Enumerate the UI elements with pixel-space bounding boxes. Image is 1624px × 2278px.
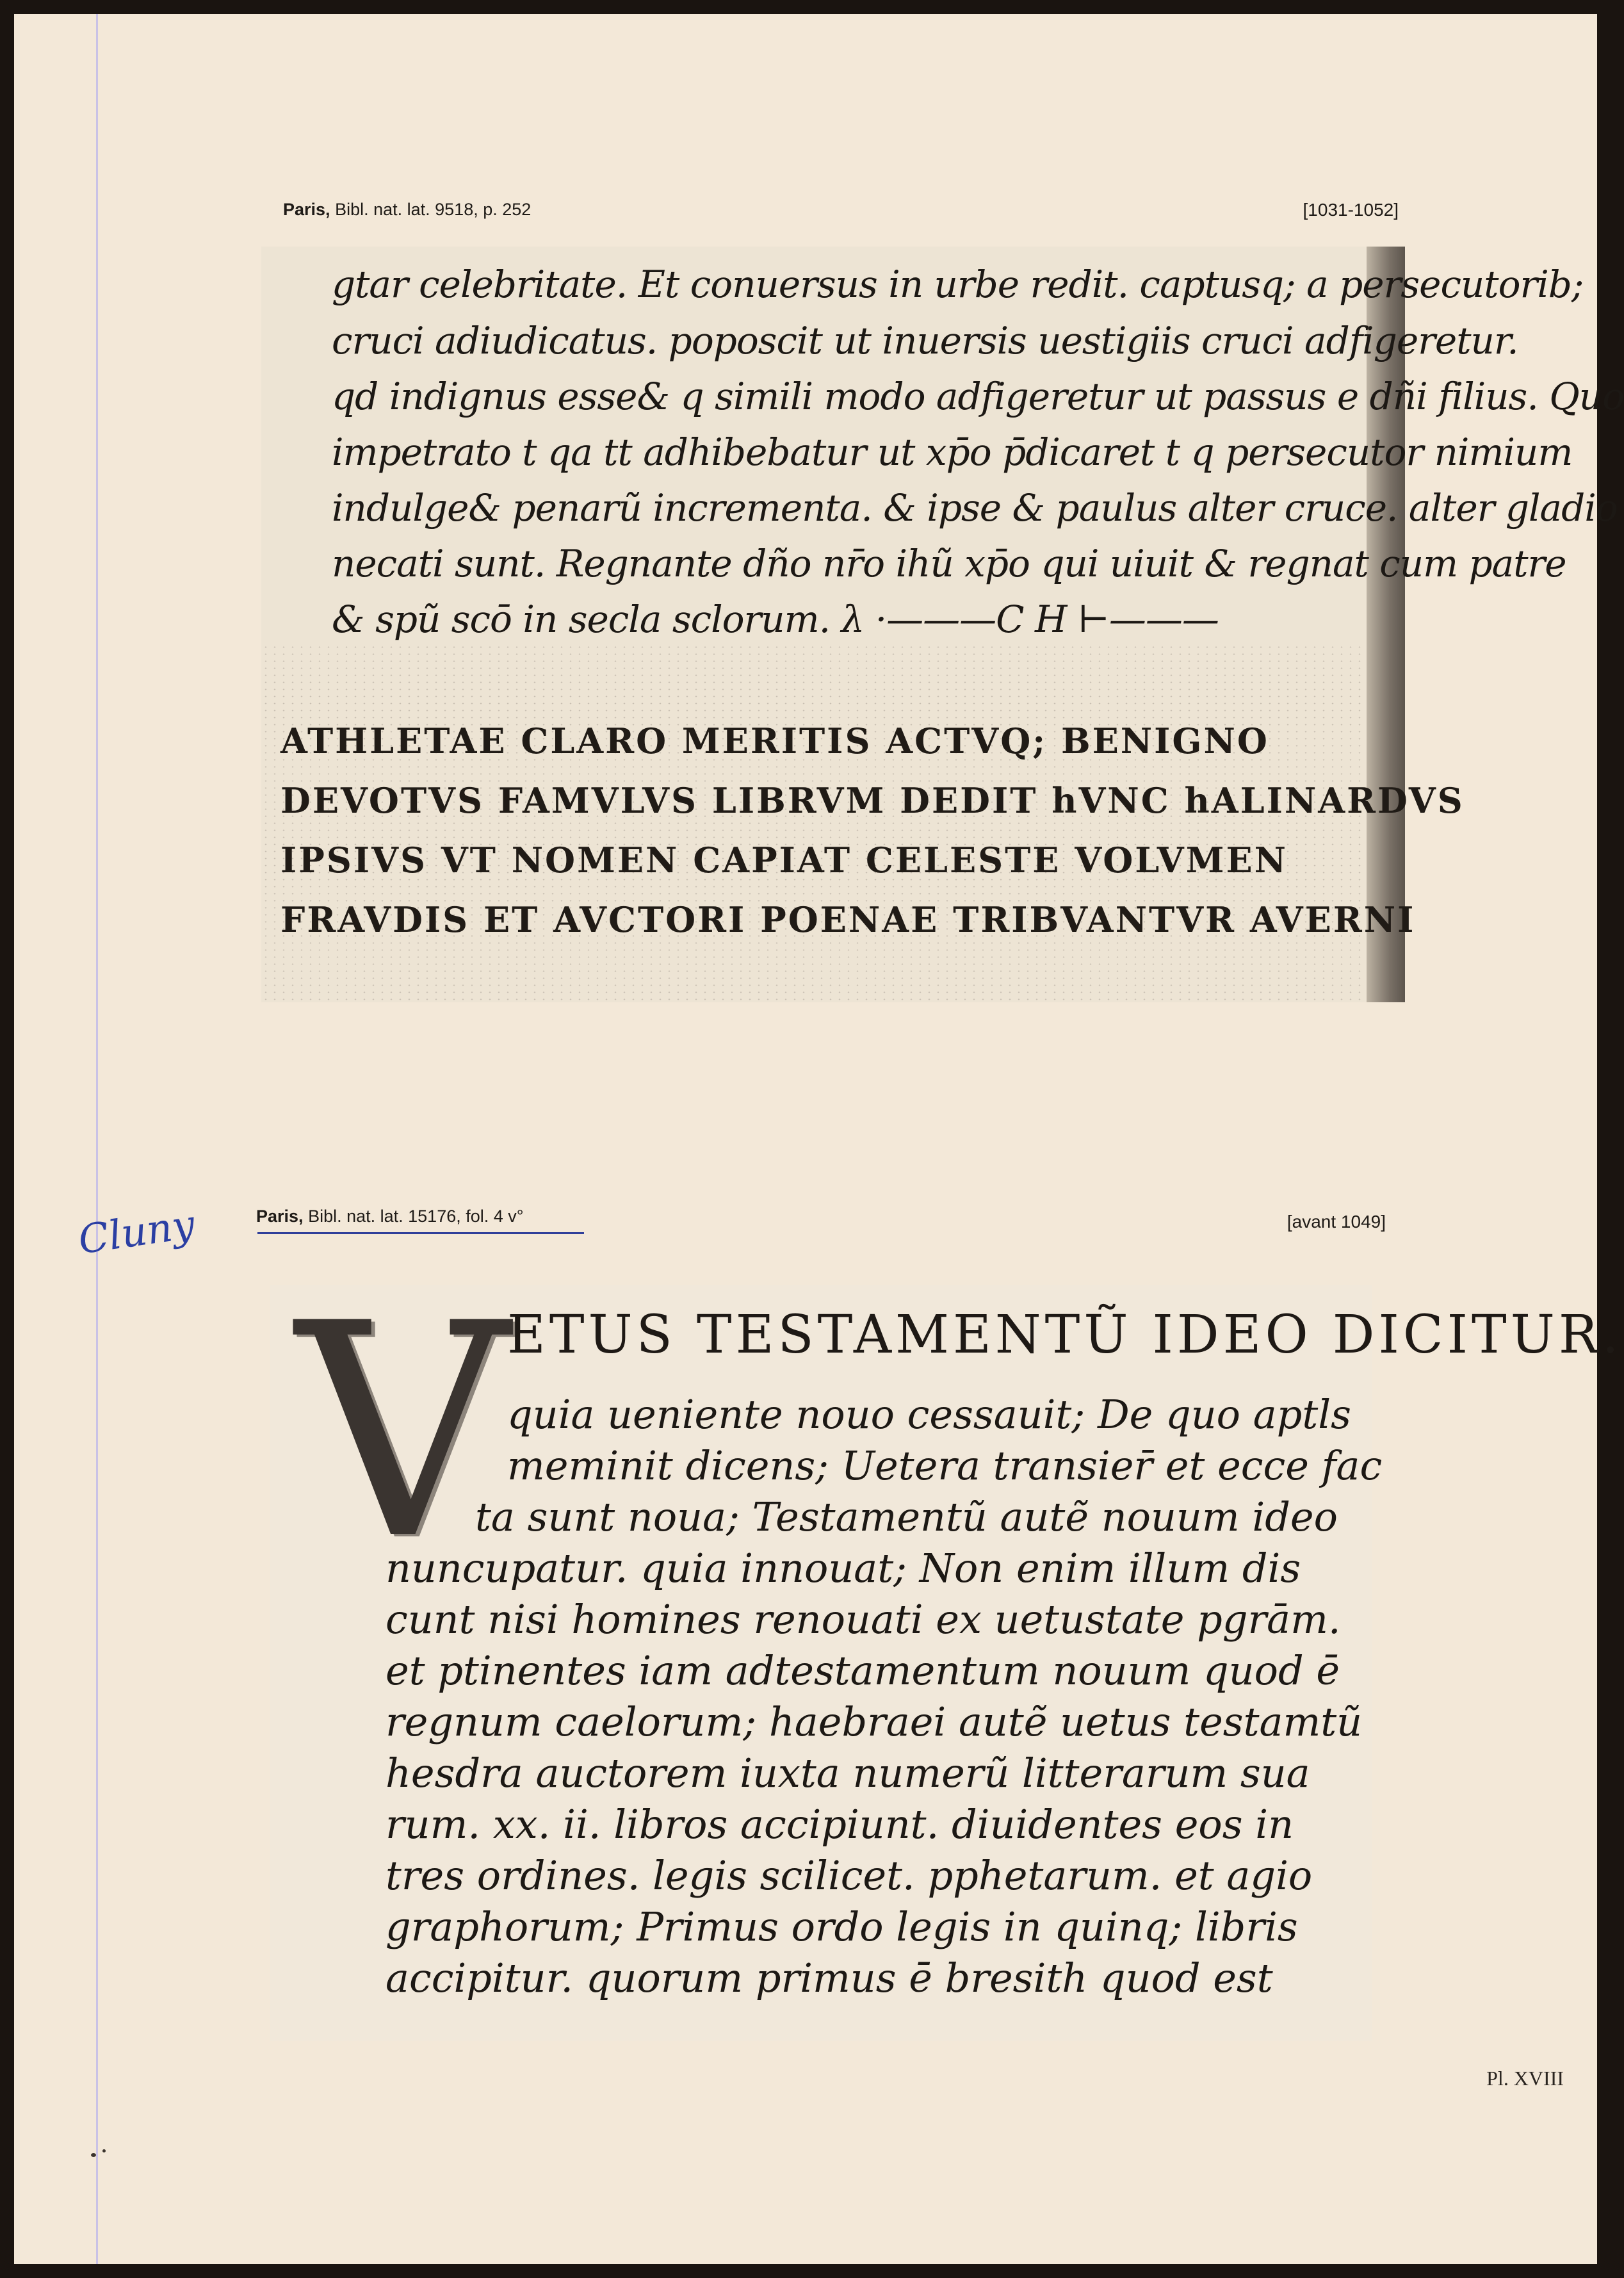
caption-2-date: [avant 1049]	[1287, 1212, 1386, 1232]
ms-line: necati sunt. Regnante dño nr̄o ihũ xp̄o qui uiuit & regnat cum patre	[332, 542, 1566, 585]
ms-line: impetrato t qa tt adhibebatur ut xp̄o p̄dicaret t q persecutor nimium	[332, 430, 1573, 474]
caption-1-city: Paris,	[283, 200, 330, 219]
ms-line: gtar celebritate. Et conuersus in urbe redit. captusq; a persecutorib;	[332, 263, 1584, 306]
ms-line: ta sunt noua; Testamentũ autẽ nouum ideo	[475, 1493, 1338, 1540]
caption-2-city: Paris,	[256, 1207, 304, 1226]
ms-line: et ptinentes iam adtestamentum nouum quod ē	[386, 1647, 1340, 1694]
caption-1-date: [1031-1052]	[1303, 200, 1399, 220]
caps-line: IPSIVS VT NOMEN CAPIAT CELESTE VOLVMEN	[280, 840, 1288, 881]
caption-1-shelfmark: Bibl. nat. lat. 9518, p. 252	[330, 200, 532, 219]
speck	[102, 2149, 106, 2152]
speck	[91, 2153, 96, 2157]
ms-line: & spũ scō in secla sclorum. λ ·———C H ⊢———	[332, 598, 1219, 641]
ms-line: nuncupatur. quia innouat; Non enim illum dis	[386, 1545, 1301, 1591]
caption-2	[256, 1207, 524, 1226]
ms-line: cruci adiudicatus. poposcit ut inuersis uestigiis cruci adfigeretur.	[332, 319, 1518, 362]
ms-line: rum. xx. ii. libros accipiunt. diuidentes eos in	[386, 1801, 1294, 1848]
plate-number: Pl. XVIII	[1486, 2067, 1564, 2090]
caption-2-shelfmark: Bibl. nat. lat. 15176, fol. 4 v°	[303, 1207, 524, 1226]
margin-rule	[96, 14, 98, 2264]
caption-1	[283, 200, 531, 220]
ms-line: quia ueniente nouo cessauit; De quo aptls	[507, 1391, 1351, 1438]
decorated-initial: V	[296, 1261, 509, 1604]
ms-line: accipitur. quorum primus ē bresith quod est	[386, 1955, 1273, 2001]
plate-1-image	[261, 247, 1624, 1002]
ms-line: hesdra auctorem iuxta numerũ litterarum sua	[386, 1750, 1310, 1796]
ms-line: cunt nisi homines renouati ex uetustate pgrām.	[386, 1596, 1341, 1643]
caps-line: ATHLETAE CLARO MERITIS ACTVQ; BENIGNO	[280, 720, 1269, 761]
ms-line: qd indignus esse& q simili modo adfigeretur ut passus e dñi filius. Quo	[332, 375, 1624, 418]
ms-line: indulge& penarũ incrementa. & ipse & paulus alter cruce. alter gladio	[332, 486, 1618, 530]
plate-2-image	[270, 1261, 1623, 2041]
facsimile-page	[14, 14, 1624, 2264]
handwritten-note: Cluny	[75, 1200, 198, 1264]
caps-line: FRAVDIS ET AVCTORI POENAE TRIBVANTVR AVERNI	[280, 899, 1416, 940]
caps-line: DEVOTVS FAMVLVS LIBRVM DEDIT hVNC hALINARDVS	[280, 780, 1465, 821]
caption-2-underline	[257, 1232, 584, 1234]
ms-line: graphorum; Primus ordo legis in quinq; libris	[386, 1903, 1298, 1950]
ms-line: tres ordines. legis scilicet. pphetarum. et agio	[386, 1852, 1313, 1899]
plate-1-grain	[261, 644, 1367, 1002]
ms-line: regnum caelorum; haebraei autẽ uetus testamtũ	[386, 1698, 1363, 1745]
rubric-title: ETUS TESTAMENTŨ IDEO DICITUR.	[507, 1305, 1623, 1365]
ms-line: meminit dicens; Uetera transier̄ et ecce fac	[507, 1442, 1383, 1489]
